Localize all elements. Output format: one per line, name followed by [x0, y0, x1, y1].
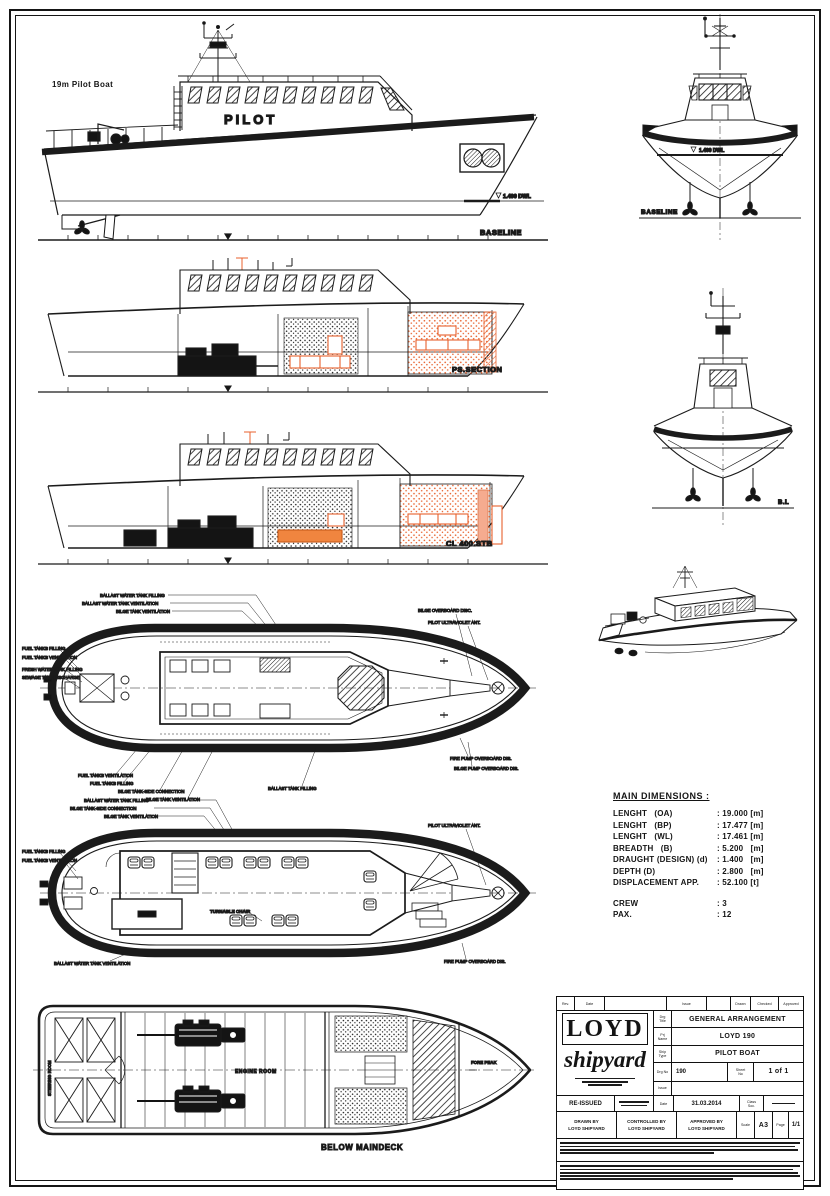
- propellers: [685, 468, 762, 506]
- main-dimensions-title: MAIN DIMENSIONS :: [613, 791, 710, 801]
- hatched-bulkhead: [484, 312, 496, 372]
- title-block-body: [557, 1011, 803, 1096]
- company-logo: [557, 1011, 654, 1095]
- callout-label: FUEL TANKS VENTILATION: [78, 773, 133, 778]
- below-maindeck-caption: BELOW MAINDECK: [321, 1143, 404, 1152]
- dimension-row: DRAUGHT (DESIGN) (d) : 1.400 [m]: [613, 855, 764, 864]
- ship-type-value: PILOT BOAT: [715, 1050, 760, 1058]
- title-block: [556, 996, 804, 1190]
- dimension-row: DISPLACEMENT APP. : 52.100 [t]: [613, 878, 759, 887]
- window-band: [188, 87, 404, 110]
- station-ticks: [68, 559, 468, 564]
- fine-print-2: [557, 1162, 803, 1189]
- isometric-view: [585, 556, 810, 668]
- header-approved: Approved: [783, 1001, 799, 1006]
- mast: [188, 22, 250, 82]
- bow-view-top: [635, 12, 805, 240]
- field-label-drg-no: Drg No: [654, 1063, 672, 1080]
- engine-room-label: ENGINE ROOM: [235, 1069, 277, 1075]
- class-value: [764, 1096, 803, 1111]
- cabin: [694, 358, 752, 408]
- ladder: [174, 86, 182, 130]
- callout-label: BILGE TANK VENTILATION: [104, 814, 158, 819]
- dimension-row: BREADTH (B) : 5.200 [m]: [613, 843, 764, 853]
- title-block-signature-row: [557, 1112, 803, 1139]
- maindeck-plan-view: [20, 588, 548, 806]
- main-dimensions-panel: [613, 791, 811, 921]
- crew-row: CREW : 3: [613, 898, 727, 908]
- orange-bench: [408, 514, 468, 524]
- station-ticks: [68, 387, 468, 392]
- dimension-row: LENGHT (BP) : 17.477 [m]: [613, 820, 764, 830]
- mast: [704, 17, 736, 70]
- section-caption: CL 400.STB: [446, 539, 493, 548]
- drawing-title-label: 19m Pilot Boat: [52, 80, 114, 89]
- prj-name-value: LOYD 190: [719, 1033, 756, 1041]
- waterline-label: 1.400 DWL: [699, 148, 725, 154]
- callout-label: PILOT ULTRAVIOLET ANT.: [428, 823, 481, 828]
- fore-peak-label: FORE PEAK: [471, 1060, 497, 1065]
- roof-antennas: [208, 432, 289, 444]
- callout-label: BALLAST WATER TANK FILLING: [100, 593, 165, 598]
- transom: [48, 314, 64, 376]
- dimension-row: DEPTH (D) : 2.800 [m]: [613, 866, 764, 876]
- baseline-label: BASELINE: [480, 228, 522, 237]
- callout-label: BILGE PUMP OVERBOARD DIS.: [454, 766, 519, 771]
- callout-label: FUEL TANKS FILLING: [22, 646, 66, 651]
- title-block-fields: [654, 1011, 803, 1095]
- turnable-chair-label: TURNABLE CHAIR: [210, 909, 251, 914]
- header-rev: Rev.: [557, 997, 575, 1010]
- scale-label: Scale: [737, 1112, 755, 1138]
- callout-label: FIRE PUMP OVERBOARD DIS.: [450, 756, 512, 761]
- callout-label: BALLAST WATER TANK FILLING: [84, 798, 149, 803]
- field-label-prj-name: Prj Name: [654, 1028, 672, 1044]
- callout-label: FIRE PUMP OVERBOARD DIS.: [444, 959, 506, 964]
- below-maindeck-view: [25, 992, 545, 1157]
- callout-label: FRESH WATER TANK FILLING: [22, 667, 83, 672]
- callout-label: BILGE TANK VENTILATION: [116, 609, 170, 614]
- engine-casing-hatched: [338, 666, 384, 710]
- callout-label: FUEL TANKS FILLING: [22, 849, 66, 854]
- callout-label: FUEL TANKS VENTILATION: [22, 655, 77, 660]
- callout-label: BILGE TANK-SIDE CONNECTION: [70, 806, 137, 811]
- callout-label: BILGE OVERBOARD DISC.: [418, 608, 472, 613]
- header-drawn: Drawn: [731, 997, 751, 1010]
- steering-room-label: STEERING ROOM: [47, 1060, 52, 1096]
- cl-section-view: [28, 430, 560, 572]
- outboard-profile-view: [28, 18, 560, 250]
- title-block-date-row: [557, 1096, 803, 1112]
- company-logo-name: LOYD: [562, 1013, 648, 1045]
- transom: [48, 486, 64, 548]
- drawn-by-cell: DRAWN BY LOYD SHIPYARD: [557, 1112, 617, 1138]
- propeller-icon: [62, 215, 120, 239]
- stern-gear: [605, 612, 649, 626]
- company-logo-sub: shipyard: [564, 1047, 646, 1072]
- date-label: Date: [654, 1096, 674, 1111]
- fore-tanks: [413, 1020, 459, 1120]
- title-block-header-row: [557, 997, 803, 1011]
- class-label: Class Soc.: [740, 1096, 764, 1111]
- callout-label: BALLAST WATER TANK VENTILATION: [54, 961, 131, 966]
- cabin: [685, 74, 755, 120]
- engine-silhouette: [178, 344, 278, 376]
- field-label-drg-title: Drg Title: [654, 1011, 672, 1027]
- issue-value: [672, 1082, 803, 1095]
- callout-label: BALLAST WATER TANK VENTILATION: [82, 601, 159, 606]
- callout-label: BILGE TANK-SIDE CONNECTION: [118, 789, 185, 794]
- mast: [673, 566, 697, 588]
- propellers: [682, 182, 759, 218]
- date-value: 31.03.2014: [674, 1096, 740, 1111]
- drg-title-value: GENERAL ARRANGEMENT: [689, 1015, 786, 1023]
- ps-section-view: [28, 252, 560, 400]
- sheet-value: 1 of 1: [768, 1068, 789, 1076]
- callout-label: BILGE TANK VENTILATION: [146, 797, 200, 802]
- header-blank: [707, 997, 731, 1010]
- station-ticks: [68, 235, 488, 240]
- header-date: Date: [575, 997, 605, 1010]
- company-address: [557, 1076, 653, 1088]
- header-blank: [605, 997, 667, 1010]
- field-label-ship-type: Ship Type: [654, 1046, 672, 1062]
- baseline-label: B.L: [778, 500, 790, 506]
- engine-louver: [460, 144, 504, 172]
- dimension-row: LENGHT (OA) : 19.000 [m]: [613, 809, 764, 818]
- scale-value: A3: [755, 1112, 773, 1138]
- roof-antennas: [213, 258, 292, 270]
- callout-label: PILOT ULTRAVIOLET ANT.: [428, 620, 481, 625]
- baseline-label: BASELINE: [641, 209, 678, 216]
- header-issue: Issue: [667, 997, 707, 1010]
- waterline-label: 1.400 DWL: [503, 194, 531, 200]
- page-value: 1/1: [791, 1122, 801, 1128]
- bow-section-view: [648, 288, 798, 548]
- note-cell: [615, 1096, 654, 1111]
- field-label-issue: Issue: [654, 1082, 672, 1095]
- hull-bottom: [599, 620, 797, 645]
- hull-name: PILOT: [224, 112, 278, 127]
- page-label: Page: [773, 1112, 789, 1138]
- pink-panel: [478, 490, 488, 544]
- engine-silhouette: [124, 516, 253, 548]
- pax-row: PAX. : 12: [613, 910, 732, 919]
- header-checked: Checked: [751, 997, 779, 1010]
- callout-label: FUEL TANKS FILLING: [90, 781, 134, 786]
- field-label-sheet: Sheet No: [728, 1063, 754, 1080]
- accommodation-plan-view: [20, 795, 548, 970]
- mast: [706, 292, 740, 354]
- deckhouse-3d: [655, 588, 755, 621]
- table: [112, 899, 182, 929]
- callout-label: SEWAGE TANK DISCHARGE: [22, 675, 80, 680]
- drg-no-value: 190: [672, 1063, 728, 1080]
- callout-label: FUEL TANKS VENTILATION: [22, 858, 77, 863]
- controlled-by-cell: CONTROLLED BY LOYD SHIPYARD: [617, 1112, 677, 1138]
- approved-by-cell: APPROVED BY LOYD SHIPYARD: [677, 1112, 737, 1138]
- fine-print-1: [557, 1139, 803, 1162]
- section-caption: PS.SECTION: [452, 365, 503, 374]
- orange-bench-solid: [278, 530, 342, 542]
- transom: [44, 149, 58, 215]
- orange-door: [492, 506, 502, 544]
- dimension-row: LENGHT (WL) : 17.461 [m]: [613, 832, 764, 841]
- reissued-cell: RE-ISSUED: [557, 1096, 615, 1111]
- console: [172, 853, 198, 893]
- callout-label: BALLAST TANK FILLING: [268, 786, 317, 791]
